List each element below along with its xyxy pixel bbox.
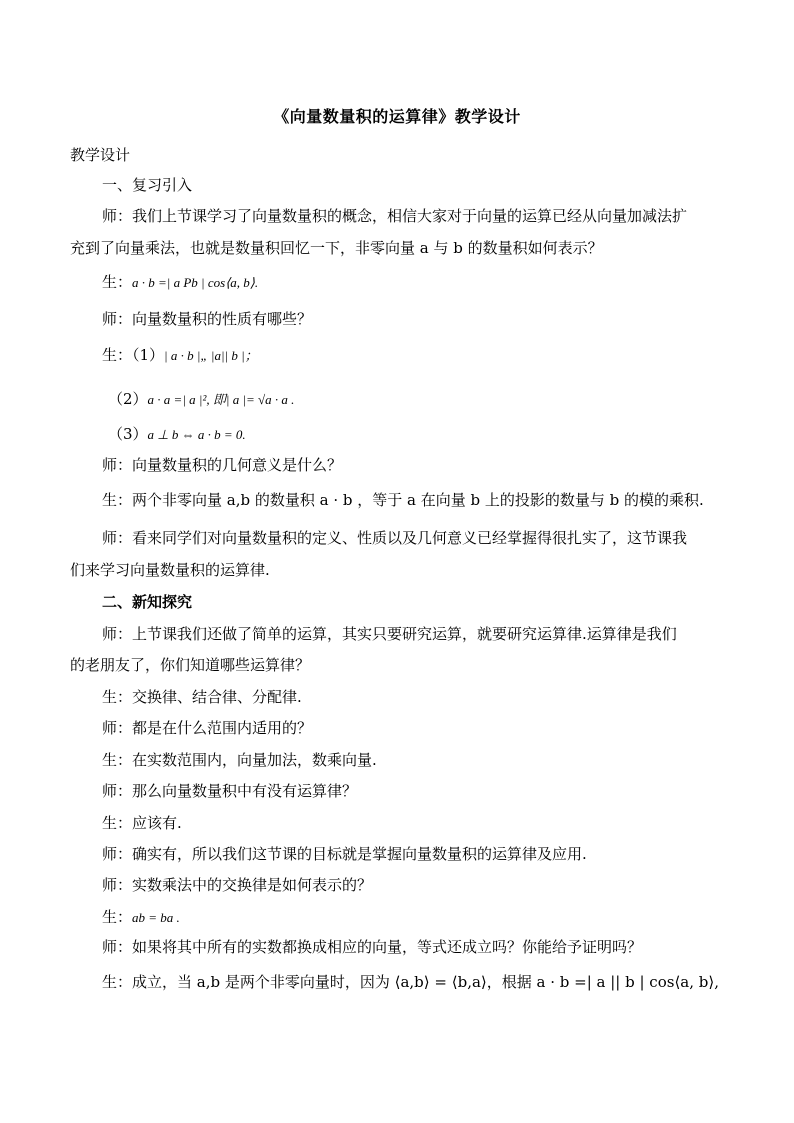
line-text: 师：我们上节课学习了向量数量积的概念，相信大家对于向量的运算已经从向量加减法扩 [102, 207, 688, 225]
text-line [102, 455, 342, 475]
text-line [102, 718, 312, 738]
line-text: 师：确实有，所以我们这节课的目标就是掌握向量数量积的运算律及应用. [102, 845, 587, 863]
text-line [102, 175, 192, 195]
line-text: 二、新知探究 [102, 593, 193, 611]
line-text: 的老朋友了，你们知道哪些运算律？ [70, 656, 311, 674]
text-line [102, 206, 687, 226]
text-line [102, 937, 642, 957]
text-line [102, 272, 258, 293]
text-line [102, 907, 180, 928]
line-text: 生：交换律、结合律、分配律. [102, 688, 302, 706]
line-text: 生：在实数范围内，向量加法，数乘向量. [102, 751, 377, 769]
text-line [102, 813, 182, 833]
text-line [102, 528, 687, 548]
line-text: 生：应该有. [102, 814, 182, 832]
line-text: （3） [108, 425, 148, 443]
line-text: 师：上节课我们还做了简单的运算，其实只要研究运算，就要研究运算律.运算律是我们 [102, 625, 677, 643]
line-text: 师：如果将其中所有的实数都换成相应的向量，等式还成立吗？你能给予证明吗？ [102, 938, 643, 956]
text-line [102, 309, 312, 329]
text-line [108, 424, 246, 445]
line-text: （2） [108, 390, 148, 408]
line-text: 师：看来同学们对向量数量积的定义、性质以及几何意义已经掌握得很扎实了，这节课我 [102, 529, 688, 547]
math-expression: | a · b |„ |a|| b |； [164, 348, 258, 363]
math-expression: a ⊥ b ⇔ a · b = 0. [147, 427, 246, 442]
math-expression: a · a =| a |², 即| a |= √a · a . [147, 392, 295, 407]
text-line [102, 490, 704, 510]
math-expression: a · b =| a Pb | cos⟨a, b⟩. [132, 275, 259, 290]
line-text: 们来学习向量数量积的运算律. [70, 561, 270, 579]
text-line [70, 560, 270, 580]
line-text: 师：向量数量积的性质有哪些？ [102, 310, 313, 328]
text-line [108, 389, 294, 410]
text-line [70, 238, 603, 258]
line-text: 教学设计 [70, 146, 131, 164]
line-text: 一、复习引入 [102, 176, 193, 194]
line-text: 生： [102, 908, 133, 926]
text-line [102, 687, 302, 707]
document-title: 《向量数量积的运算律》教学设计 [273, 107, 521, 126]
text-line [102, 592, 192, 612]
math-expression: ab = ba . [132, 910, 180, 925]
line-text: 生：（1） [102, 346, 165, 364]
line-text: 生： [102, 273, 133, 291]
text-line [102, 345, 258, 366]
line-text: 生：成立，当 a,b 是两个非零向量时，因为 ⟨a,b⟩ = ⟨b,a⟩，根据 a · b =| a || b | cos⟨a, b⟩, [102, 973, 719, 991]
line-text: 师：都是在什么范围内适用的？ [102, 719, 313, 737]
text-line [102, 972, 719, 992]
text-line [102, 875, 372, 895]
text-line [102, 750, 377, 770]
line-text: 师：向量数量积的几何意义是什么？ [102, 456, 343, 474]
line-text: 充到了向量乘法，也就是数量积回忆一下，非零向量 a 与 b 的数量积如何表示？ [70, 239, 603, 257]
text-line [70, 655, 310, 675]
text-line [102, 781, 357, 801]
text-line [102, 624, 677, 644]
text-line [102, 844, 587, 864]
line-text: 师：那么向量数量积中有没有运算律？ [102, 782, 358, 800]
line-text: 师：实数乘法中的交换律是如何表示的？ [102, 876, 373, 894]
text-line [70, 145, 130, 165]
line-text: 生：两个非零向量 a,b 的数量积 a · b ，等于 a 在向量 b 上的投影的数量与 b 的模的乘积. [102, 491, 704, 509]
